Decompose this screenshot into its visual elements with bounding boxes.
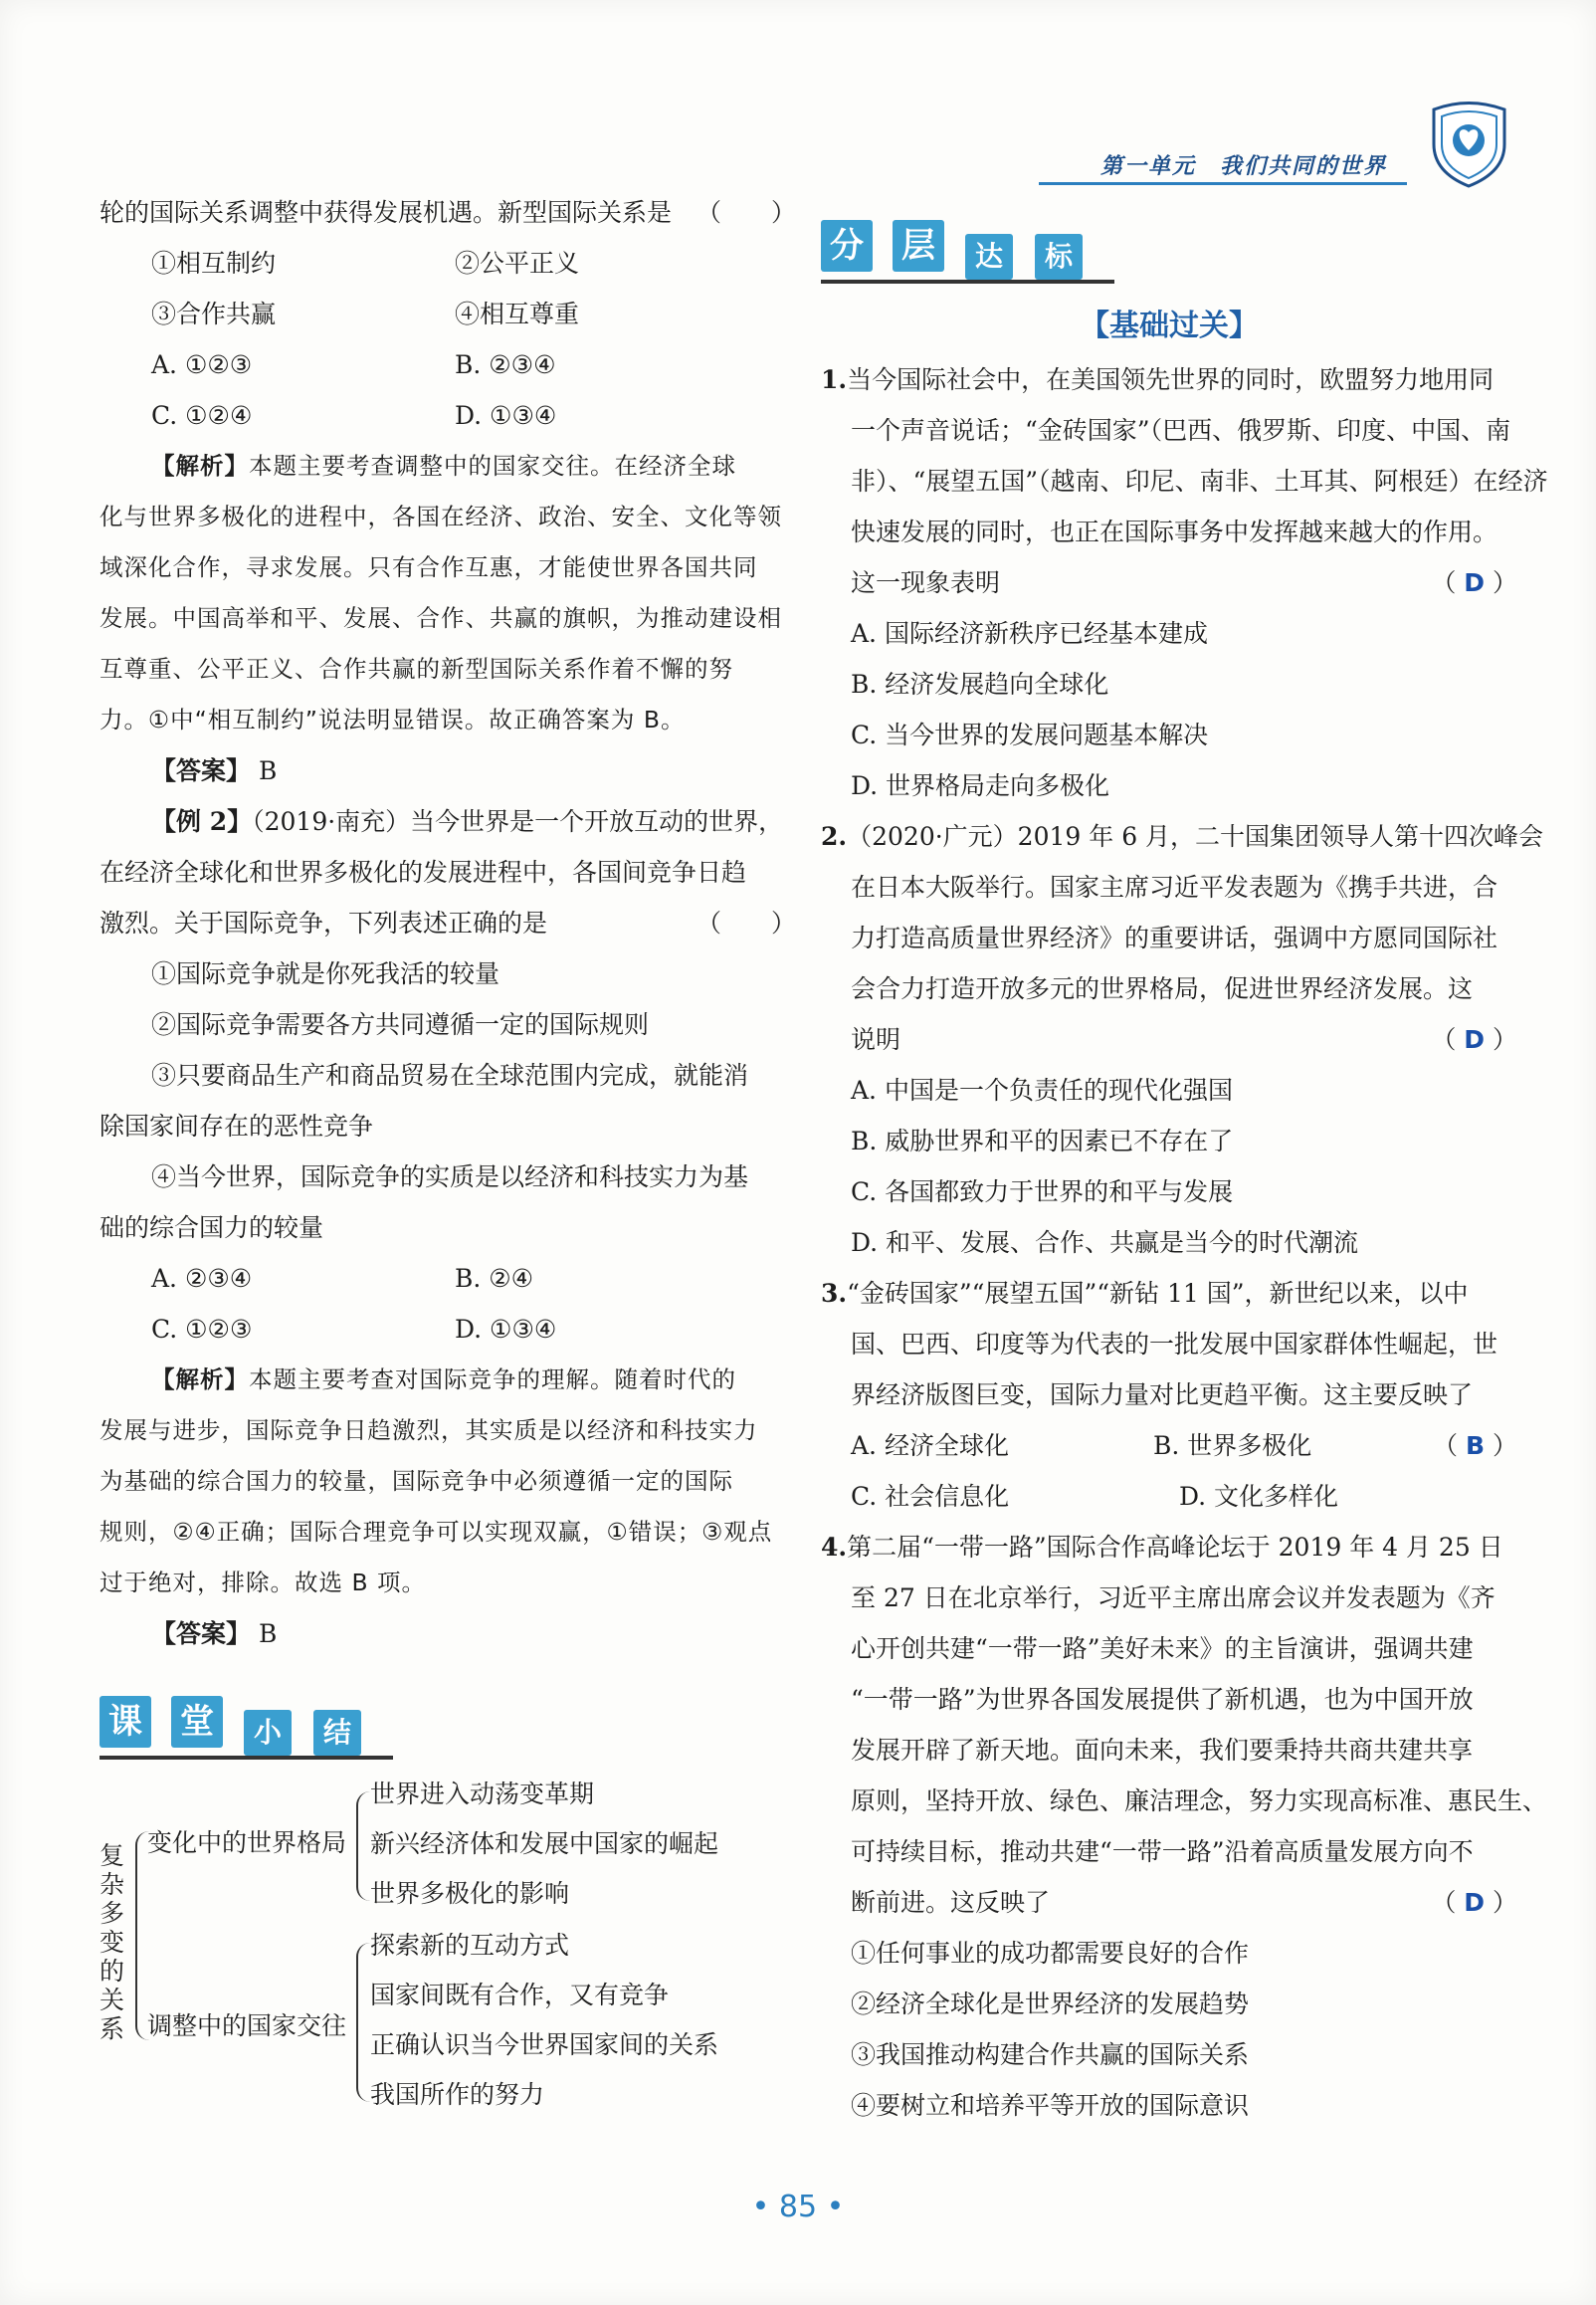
analysis-line: 【解析】本题主要考查调整中的国家交往。在经济全球 [151, 452, 736, 480]
example-2-option: ③只要商品生产和商品贸易在全球范围内完成，就能消 [151, 1061, 749, 1090]
example-2-line: 【例 2】（2019·南充）当今世界是一个开放互动的世界， [151, 807, 784, 836]
banner-tile: 结 [313, 1710, 361, 1756]
question-line: 力打造高质量世界经济》的重要讲话，强调中方愿同国际社 [851, 924, 1498, 952]
question-line: 断前进。这反映了 （ D ） [851, 1888, 1517, 1917]
summary-root: 复杂多变的关系 [100, 1841, 125, 2043]
question-number: 3. [821, 1279, 848, 1308]
banner-tile: 课 [100, 1696, 151, 1748]
answer-mark: D [1464, 1888, 1486, 1917]
question-line: 心开创共建“一带一路”美好未来》的主旨演讲，强调共建 [851, 1634, 1474, 1663]
question-line: 可持续目标，推动共建“一带一路”沿着高质量发展方向不 [851, 1837, 1474, 1866]
right-column: 【基础过关】 1.当今国际社会中，在美国领先世界的同时，欧盟努力地用同 一个声音说话；“金砖国家”（巴西、俄罗斯、印度、中国、南 非）、“展望五国”（越南、印尼、南非、土耳其、阿根廷）在经济 快速发展的同时，也正在国际事务中发挥越来越大的作用。 这一现象表明 （ D ） A. 国际经济新秩序已经基本建成 B. 经济发展趋向全球化 C. 当今世界的发展问题基本解决 D. 世界格局走向多极化 2.（2020·广元）2019 年 6 月，二十国集团领导人第十四次峰会 在日本大阪举行。国家主席习近平发表题为《携手共进，合 力打造高质量世界经济》的重要讲话，强调中方愿同国际社 会合力打造开放多元的世界格局，促进世界经济发展。这 说明 （ D ） A. 中国是一个负责任的现代化强国 B. 威胁世界和平的因素已不存在了 C. 各国都致力于世界的和平与发展 D. 和平、发展、合作、共赢是当今的时代潮流 3.“金砖国家”“展望五国”“新钻 11 国”，新世纪以来，以中 国、巴西、印度等为代表的一批发展中国家群体性崛起，世 界经济版图巨变，国际力量对比更趋平衡。这主要反映了 （ B ） A. 经济全球化 B. 世界多极化 C. 社会信息化 D. 文化多样化 4.第二届“一带一路”国际合作高峰论坛于 2019 年 4 月 25 日 至 27 日在北京举行，习近平主席出席会议并发表题为《齐 心开创共建“一带一路”美好未来》的主旨演讲，强调共建 “一带一路”为世界各国发展提供了新机遇，也为中国开放 发展开辟了新天地。面向未来，我们要秉持共商共建共享 原则，坚持开放、绿色、廉洁理念，努力实现高标准、惠民生、 可持续目标，推动共建“一带一路”沿着高质量发展方向不 断前进。这反映了 （ D ） ①任何事业的成功都需要良好的合作 ②经济全球化是世界经济的发展趋势 ③我国推动构建合作共赢的国际关系 ④要树立和培养平等开放的国际意识 [821, 299, 1517, 2131]
question-line: 非）、“展望五国”（越南、印尼、南非、土耳其、阿根廷）在经济 [851, 467, 1548, 496]
choice-c: C. ①②④ [151, 401, 253, 430]
summary-banner [100, 1696, 398, 1766]
choices-row [821, 1420, 1433, 1471]
banner-tile: 堂 [171, 1696, 223, 1748]
option-line: ①任何事业的成功都需要良好的合作 [851, 1939, 1250, 1968]
example-2-option: ④当今世界，国际竞争的实质是以经济和科技实力为基 [151, 1162, 749, 1191]
choice-d: D. ①③④ [455, 401, 557, 430]
answer-mark: B [1465, 1431, 1486, 1460]
summary-tree [100, 1772, 796, 2130]
question-line: 快速发展的同时，也正在国际事务中发挥越来越大的作用。 [851, 518, 1498, 546]
header-rule [1039, 182, 1407, 185]
option-line: C. 各国都致力于世界的和平与发展 [851, 1177, 1234, 1206]
branch-label: 变化中的世界格局 [147, 1828, 347, 1857]
question-number: 1. [821, 365, 848, 394]
choice-d: D. ①③④ [455, 1315, 557, 1344]
school-badge-icon [1422, 95, 1516, 189]
question-line: 1.当今国际社会中，在美国领先世界的同时，欧盟努力地用同 [821, 365, 1495, 394]
choice-d: D. 文化多样化 [1179, 1482, 1339, 1511]
section-subhead: 【基础过关】 [1080, 309, 1259, 343]
branch-item: 探索新的互动方式 [370, 1931, 570, 1960]
choice-a: A. ②③④ [151, 1264, 253, 1293]
analysis-line: 力。①中“相互制约”说法明显错误。故正确答案为 B。 [100, 706, 686, 733]
question-line: 会合力打造开放多元的世界格局，促进世界经济发展。这 [851, 974, 1474, 1003]
page-header [1049, 95, 1516, 194]
analysis-line: 域深化合作，寻求发展。只有合作互惠，才能使世界各国共同 [100, 553, 758, 581]
question-line: “一带一路”为世界各国发展提供了新机遇，也为中国开放 [851, 1685, 1474, 1714]
option-4: ④相互尊重 [455, 300, 580, 328]
question-tail: 轮的国际关系调整中获得发展机遇。新型国际关系是 （ ） [100, 198, 796, 227]
analysis-line: 【解析】本题主要考查对国际竞争的理解。随着时代的 [151, 1365, 736, 1393]
option-3: ③合作共赢 [151, 300, 277, 328]
option-line: D. 世界格局走向多极化 [851, 771, 1110, 800]
analysis-line: 过于绝对，排除。故选 B 项。 [100, 1569, 427, 1596]
left-column [100, 187, 796, 1659]
question-line: 这一现象表明 （ D ） [851, 568, 1517, 597]
question-line: 发展开辟了新天地。面向未来，我们要秉持共商共建共享 [851, 1736, 1474, 1765]
option-2: ②公平正义 [455, 249, 580, 278]
choices-row [821, 1471, 1517, 1522]
answer-label: 【答案】 [151, 1619, 252, 1648]
question-number: 2. [821, 822, 848, 851]
choices-row [100, 1253, 796, 1304]
choice-a: A. ①②③ [151, 350, 253, 379]
branch-label: 调整中的国家交往 [147, 2011, 347, 2040]
option-line: B. 威胁世界和平的因素已不存在了 [851, 1127, 1234, 1155]
option-line: B. 经济发展趋向全球化 [851, 670, 1109, 699]
analysis-line: 为基础的综合国力的较量，国际竞争中必须遵循一定的国际 [100, 1467, 733, 1495]
option-line: A. 中国是一个负责任的现代化强国 [851, 1076, 1233, 1105]
option-line: C. 当今世界的发展问题基本解决 [851, 721, 1209, 749]
choice-c: C. ①②③ [151, 1315, 253, 1344]
answer-line [100, 745, 796, 796]
branch-item: 正确认识当今世界国家间的关系 [370, 2030, 719, 2059]
choice-b: B. ②④ [455, 1264, 534, 1293]
question-line: 3.“金砖国家”“展望五国”“新钻 11 国”，新世纪以来，以中 [821, 1279, 1469, 1308]
branch-item: 我国所作的努力 [370, 2080, 545, 2109]
option-line: ②经济全球化是世界经济的发展趋势 [851, 1990, 1250, 2018]
example-2-option: ①国际竞争就是你死我活的较量 [151, 959, 500, 988]
choices-row [100, 390, 796, 441]
question-number: 4. [821, 1533, 848, 1562]
question-line: 原则，坚持开放、绿色、廉洁理念，努力实现高标准、惠民生、 [851, 1786, 1548, 1815]
analysis-line: 化与世界多极化的进程中，各国在经济、政治、安全、文化等领 [100, 503, 782, 530]
branch-item: 世界多极化的影响 [370, 1879, 570, 1908]
choices-row [100, 339, 796, 390]
analysis-line: 规则，②④正确；国际合理竞争可以实现双赢，①错误；③观点 [100, 1518, 773, 1546]
analysis-label: 【解析】 [151, 452, 249, 480]
example-2-option: ②国际竞争需要各方共同遵循一定的国际规则 [151, 1010, 650, 1039]
page-number: • 85 • [751, 2190, 845, 2224]
option-1: ①相互制约 [151, 249, 277, 278]
analysis-line: 互尊重、公平正义、合作共赢的新型国际关系作着不懈的努 [100, 655, 733, 683]
analysis-label: 【解析】 [151, 1365, 249, 1393]
unit-title: 第一单元 我们共同的世界 [1099, 153, 1387, 179]
answer-line [100, 1608, 796, 1659]
options-row [100, 289, 796, 339]
option-line: D. 和平、发展、合作、共赢是当今的时代潮流 [851, 1228, 1359, 1257]
branch-item: 新兴经济体和发展中国家的崛起 [370, 1829, 719, 1858]
practice-banner [821, 220, 1119, 290]
choice-c: C. 社会信息化 [851, 1482, 1010, 1511]
question-line: 一个声音说话；“金砖国家”（巴西、俄罗斯、印度、中国、南 [851, 416, 1511, 445]
analysis-line: 发展与进步，国际竞争日趋激烈，其实质是以经济和科技实力 [100, 1416, 758, 1444]
option-line: ④要树立和培养平等开放的国际意识 [851, 2091, 1250, 2120]
banner-rule [821, 280, 1114, 284]
answer-mark: D [1464, 568, 1486, 597]
banner-rule [100, 1756, 393, 1760]
example-2-label: 【例 2】 [151, 807, 253, 836]
answer-mark: D [1464, 1025, 1486, 1054]
banner-tile: 小 [244, 1710, 292, 1756]
banner-tile: 标 [1035, 234, 1083, 280]
question-line: 2.（2020·广元）2019 年 6 月，二十国集团领导人第十四次峰会 [821, 822, 1544, 851]
banner-tile: 分 [821, 220, 873, 272]
option-line: A. 国际经济新秩序已经基本建成 [851, 619, 1208, 648]
branch-item: 世界进入动荡变革期 [370, 1780, 595, 1808]
analysis-line: 发展。中国高举和平、发展、合作、共赢的旗帜，为推动建设相 [100, 604, 782, 632]
question-line: 国、巴西、印度等为代表的一批发展中国家群体性崛起，世 [851, 1330, 1498, 1359]
question-line: 在日本大阪举行。国家主席习近平发表题为《携手共进，合 [851, 873, 1498, 902]
answer-value: B [258, 756, 278, 785]
choices-row [100, 1304, 796, 1355]
choice-a: A. 经济全球化 [851, 1431, 1009, 1460]
banner-tile: 达 [965, 234, 1013, 280]
question-line: 至 27 日在北京举行，习近平主席出席会议并发表题为《齐 [851, 1583, 1496, 1612]
answer-value: B [258, 1619, 278, 1648]
example-2-option: 除国家间存在的恶性竞争 [100, 1112, 374, 1141]
options-row [100, 238, 796, 289]
question-line: 界经济版图巨变，国际力量对比更趋平衡。这主要反映了 [851, 1380, 1474, 1409]
banner-tile: 层 [893, 220, 944, 272]
choice-b: B. ②③④ [455, 350, 556, 379]
branch-item: 国家间既有合作，又有竞争 [370, 1981, 670, 2009]
question-line: 说明 （ D ） [851, 1025, 1517, 1054]
choice-b: B. 世界多极化 [1153, 1431, 1312, 1460]
question-line: 4.第二届“一带一路”国际合作高峰论坛于 2019 年 4 月 25 日 [821, 1533, 1503, 1562]
example-2-option: 础的综合国力的较量 [100, 1213, 324, 1242]
example-2-line: 在经济全球化和世界多极化的发展进程中，各国间竞争日趋 [100, 858, 747, 887]
example-2-line: 激烈。关于国际竞争，下列表述正确的是 （ ） [100, 909, 796, 938]
option-line: ③我国推动构建合作共赢的国际关系 [851, 2040, 1250, 2069]
answer-label: 【答案】 [151, 756, 252, 785]
